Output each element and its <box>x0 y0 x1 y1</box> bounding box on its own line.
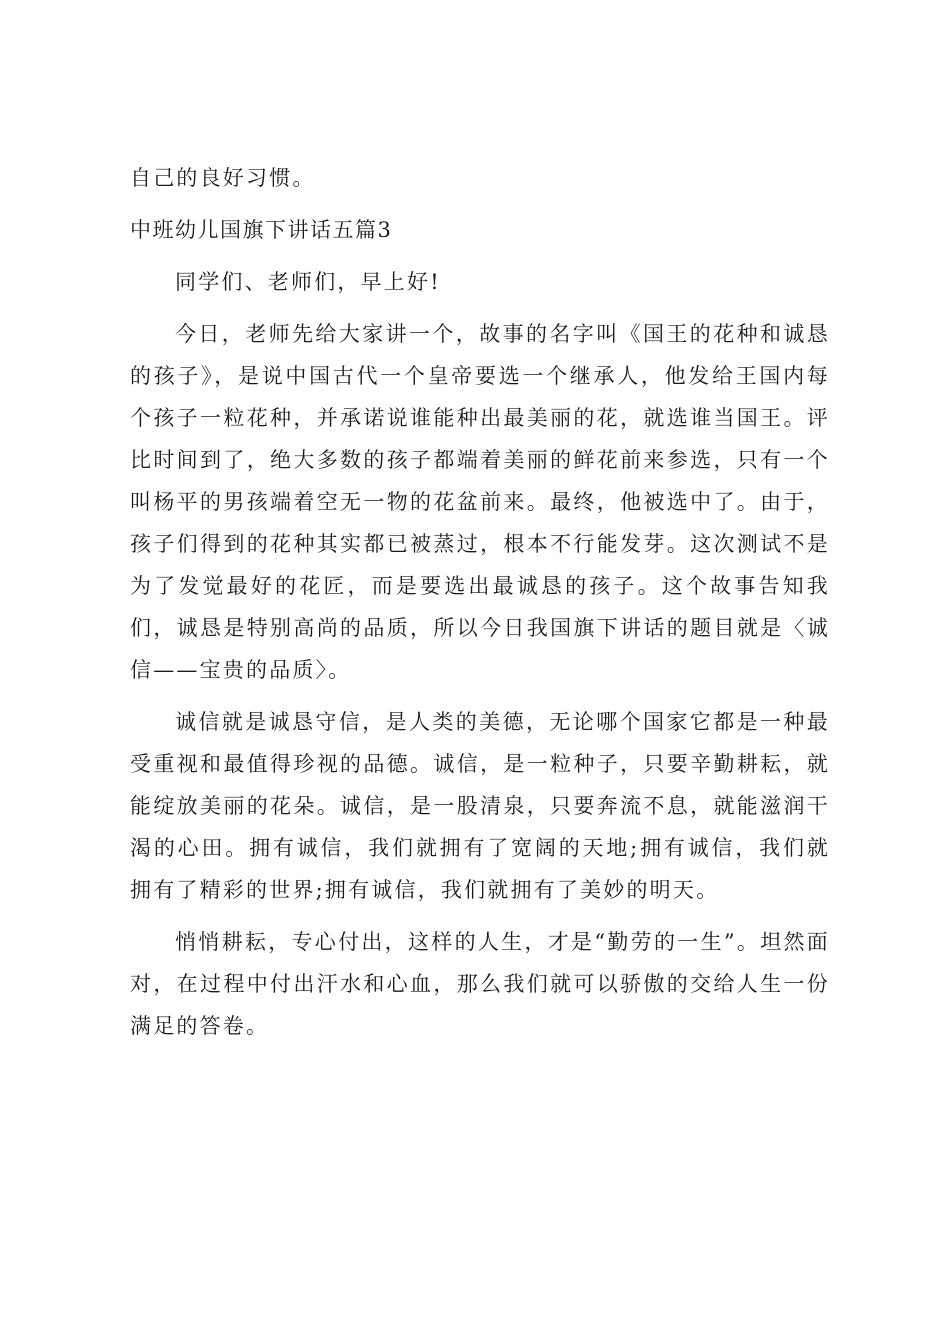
continued-text: 自己的良好习惯。 <box>130 166 316 190</box>
document-body <box>130 157 830 1047</box>
section-title: 中班幼儿国旗下讲话五篇3 <box>130 218 393 242</box>
paragraph-integrity: 诚信就是诚恳守信，是人类的美德，无论哪个国家它都是一种最受重视和最值得珍视的品德。诚信，是一粒种子，只要辛勤耕耘，就能绽放美丽的花朵。诚信，是一股清泉，只要奔流不息，就能滋润干渴的心田。拥有诚信，我们就拥有了宽阔的天地;拥有诚信，我们就拥有了精彩的世界;拥有诚信，我们就拥有了美妙的明天。 <box>130 710 830 902</box>
paragraph-story: 今日，老师先给大家讲一个，故事的名字叫《国王的花种和诚恳的孩子》，是说中国古代一个皇帝要选一个继承人，他发给王国内每个孩子一粒花种，并承诺说谁能种出最美丽的花，就选谁当国王。评比时间到了，绝大多数的孩子都端着美丽的鲜花前来参选，只有一个叫杨平的男孩端着空无一物的花盆前来。最终，他被选中了。由于，孩子们得到的花种其实都已被蒸过，根本不行能发芽。这次测试不是为了发觉最好的花匠，而是要选出最诚恳的孩子。这个故事告知我们，诚恳是特别高尚的品质，所以今日我国旗下讲话的题目就是〈诚信——宝贵的品质〉。 <box>130 322 830 682</box>
greeting: 同学们、老师们，早上好! <box>175 270 441 294</box>
paragraph-conclusion: 悄悄耕耘，专心付出，这样的人生，才是“勤劳的一生”。坦然面对，在过程中付出汗水和心血，那么我们就可以骄傲的交给人生一份满足的答卷。 <box>130 930 830 1038</box>
